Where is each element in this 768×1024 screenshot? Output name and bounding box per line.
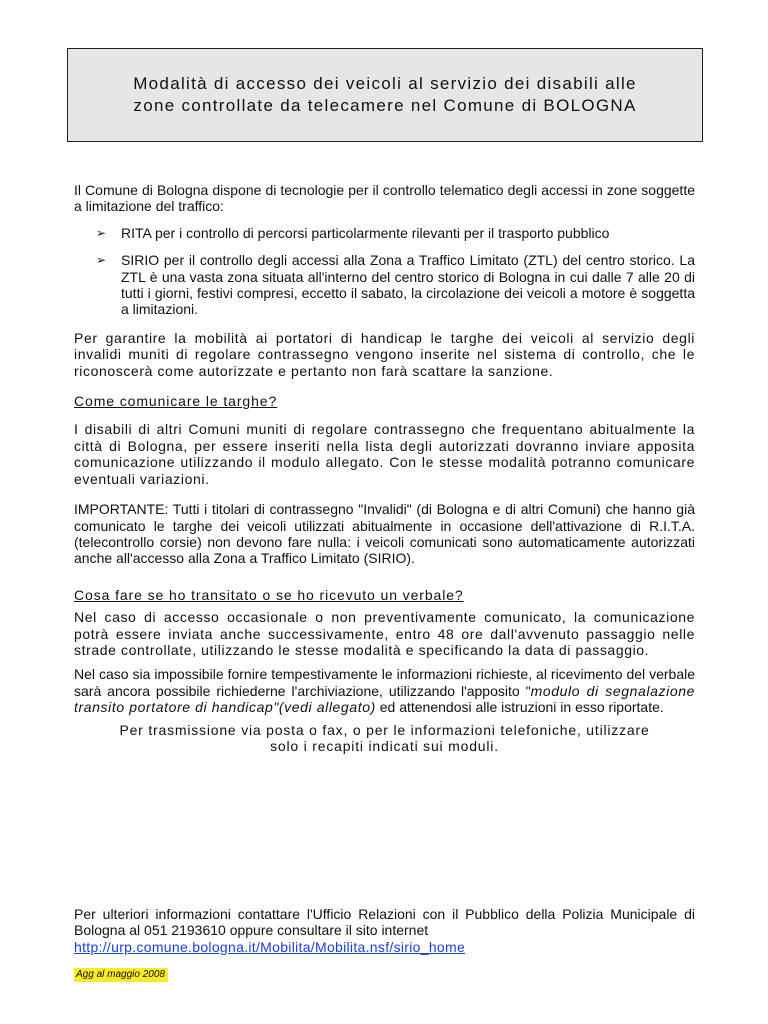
paragraph-text: Nel caso sia impossibile fornire tempestivamente le informazioni richieste, al ricevimento del verbale sarà ancora possibile richiederne l'archiviazione, utilizzando l'apposito "	[74, 666, 695, 699]
closing-note	[74, 722, 695, 755]
title-line-2: zone controllate da telecamere nel Comune di BOLOGNA	[133, 96, 637, 115]
title-line-1: Modalità di accesso dei veicoli al servizio dei disabili alle	[133, 74, 637, 93]
update-date-badge: Agg al maggio 2008	[74, 968, 168, 982]
section2-paragraph-1: Nel caso di accesso occasionale o non preventivamente comunicato, la comunicazione potrà essere inviata anche successivamente, entro 48 ore dall'avvenuto passaggio nelle strade controllate, utilizzando le stesse modalità e specificando la data di passaggio.	[74, 609, 695, 658]
mobility-paragraph: Per garantire la mobilità ai portatori di handicap le targhe dei veicoli al servizio degli invalidi muniti di regolare contrassegno vengono inserite nel sistema di controllo, che le riconoscerà come autorizzate e pertanto non farà scattare la sanzione.	[74, 329, 695, 379]
footer-info-text: Per ulteriori informazioni contattare l'Ufficio Relazioni con il Pubblico della Polizia Municipale di Bologna al 051 2193610 oppure consultare il sito internet	[74, 906, 695, 939]
important-paragraph: IMPORTANTE: Tutti i titolari di contrassegno "Invalidi" (di Bologna e di altri Comuni) che hanno già comunicato le targhe dei veicoli utilizzati abitualmente in occasione dell'attivazione di R.I.T.A. (telecontrollo corsie) non devono fare nulla: i veicoli comunicati sono automaticamente autorizzati anche all'accesso alla Zona a Traffico Limitato (SIRIO).	[74, 501, 695, 567]
arrow-bullet-icon: ➢	[96, 253, 107, 268]
intro-paragraph: Il Comune di Bologna dispone di tecnologie per il controllo telematico degli accessi in zone soggette a limitazione del traffico:	[74, 182, 695, 215]
closing-line-2: solo i recapiti indicati sui moduli.	[270, 737, 499, 754]
bullet-list	[74, 225, 695, 318]
section1-paragraph-1: I disabili di altri Comuni muniti di regolare contrassegno che frequentano abitualmente la città di Bologna, per essere inseriti nella lista degli autorizzati dovranno inviare apposita comunicazione utilizzando il modulo allegato. Con le stesse modalità potranno comunicare eventuali variazioni.	[74, 421, 695, 487]
section2-paragraph-2	[74, 666, 695, 715]
sirio-website-link[interactable]: http://urp.comune.bologna.it/Mobilita/Mobilita.nsf/sirio_home	[74, 938, 466, 955]
closing-line-1: Per trasmissione via posta o fax, o per le informazioni telefoniche, utilizzare	[119, 721, 650, 738]
modulo-reference: modulo di segnalazione transito portatore di handicap"(vedi allegato)	[74, 682, 695, 716]
paragraph-text: ed attenendosi alle istruzioni in esso riportate.	[375, 699, 664, 716]
bullet-item-sirio	[74, 252, 695, 318]
bullet-item-rita	[74, 225, 695, 241]
arrow-bullet-icon: ➢	[96, 225, 107, 240]
footer-info	[74, 906, 695, 955]
bullet-text: RITA per i controllo di percorsi particolarmente rilevanti per il trasporto pubblico	[121, 224, 610, 241]
document-body	[74, 182, 695, 754]
section-heading-targhe: Come comunicare le targhe?	[74, 393, 278, 410]
title-box	[67, 48, 703, 142]
section-heading-verbale: Cosa fare se ho transitato o se ho ricevuto un verbale?	[74, 586, 464, 603]
bullet-text: SIRIO per il controllo degli accessi alla Zona a Traffico Limitato (ZTL) del centro storico. La ZTL è una vasta zona situata all'interno del centro storico di Bologna in cui dalle 7 alle 20 di tutti i giorni, festivi compresi, eccetto il sabato, la circolazione dei veicoli a motore è soggetta a limitazioni.	[121, 252, 695, 318]
